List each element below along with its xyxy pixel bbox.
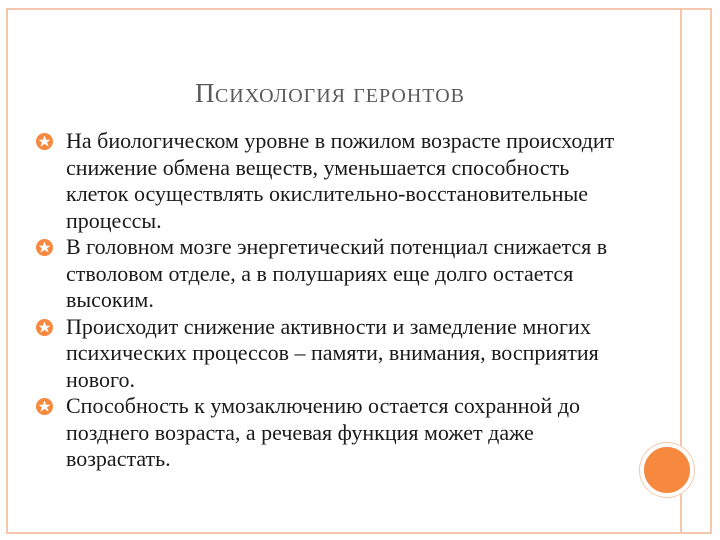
bullet-text: Происходит снижение активности и замедление многих психических процессов – памяти, внимания, восприятия нового. bbox=[66, 313, 599, 392]
bullet-item bbox=[36, 314, 636, 394]
bullet-item bbox=[36, 128, 636, 234]
star-flower-icon bbox=[36, 319, 53, 336]
star-flower-icon bbox=[36, 398, 53, 415]
bullet-text: В головном мозге энергетический потенциал снижается в стволовом отделе, а в полушариях еще долго остается высоким. bbox=[66, 234, 608, 312]
bullet-list bbox=[36, 128, 636, 473]
star-flower-icon bbox=[36, 133, 53, 150]
bullet-text: На биологическом уровне в пожилом возрасте происходит снижение обмена веществ, уменьшается способность клеток осуществлять окислительно-восстановительные процессы. bbox=[66, 128, 615, 233]
star-flower-icon bbox=[36, 239, 53, 256]
title-word-1: СИХОЛОГИЯ bbox=[214, 85, 346, 107]
decorative-circle bbox=[640, 443, 694, 497]
bullet-item bbox=[36, 234, 636, 314]
slide-title bbox=[0, 78, 660, 109]
title-first-letter: П bbox=[194, 78, 215, 108]
bullet-text: Способность к умозаключению остается сохранной до позднего возраста, а речевая функция может даже возрастать. bbox=[66, 393, 581, 471]
title-word-2: ГЕРОНТОВ bbox=[353, 85, 466, 107]
bullet-item bbox=[36, 393, 636, 473]
